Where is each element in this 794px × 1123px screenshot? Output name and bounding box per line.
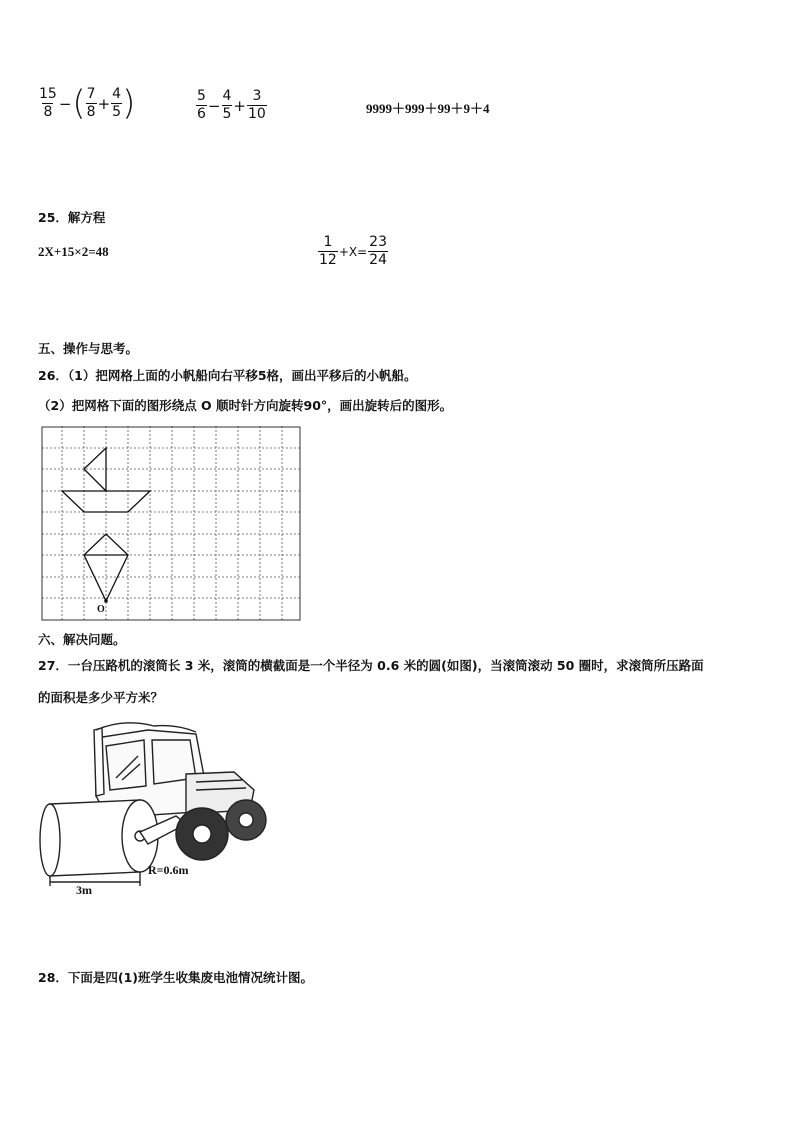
expression-3: 9999＋999＋99＋9＋4	[366, 101, 490, 116]
q27-line-1: 27．一台压路机的滚筒长 3 米，滚筒的横截面是一个半径为 0.6 米的圆(如图)，当滚筒滚动 50 圈时，求滚筒所压路面	[38, 658, 704, 673]
grid-figure	[40, 426, 304, 624]
grid-border	[42, 427, 300, 620]
length-label: 3m	[76, 883, 92, 896]
section-5-heading: 五、操作与思考。	[38, 341, 139, 356]
point-o-label: O	[97, 604, 105, 615]
q25-equation-2: $\frac{1}{12}$ +X= $\frac{23}{24}$	[319, 234, 387, 268]
fraction: $\frac{15}{8}$	[39, 86, 57, 120]
exhaust-pipe	[94, 728, 104, 796]
q26-part-2: （2）把网格下面的图形绕点 O 顺时针方向旋转90°，画出旋转后的图形。	[38, 398, 453, 413]
grid-lines	[42, 426, 300, 620]
q26-part-1: 26．（1）把网格上面的小帆船向右平移5格，画出平移后的小帆船。	[38, 368, 417, 383]
fraction: $\frac{4}{5}$	[112, 86, 122, 120]
fraction: $\frac{1}{12}$	[319, 234, 337, 268]
fraction: $\frac{7}{8}$	[86, 86, 96, 120]
expression-1: $\frac{15}{8}$ −( $\frac{7}{8}$ + $\frac{4}{5}$ )	[39, 83, 136, 124]
q25-title: 25．解方程	[38, 210, 106, 225]
q28-title: 28．下面是四(1)班学生收集废电池情况统计图。	[38, 970, 314, 985]
section-6-heading: 六、解决问题。	[38, 632, 126, 647]
q27-line-2: 的面积是多少平方米？	[38, 690, 164, 705]
q25-equation-1: 2X+15×2=48	[38, 244, 109, 259]
road-roller-illustration	[36, 716, 268, 896]
expression-2: $\frac{5}{6}$ − $\frac{4}{5}$ + $\frac{3}{10}$	[197, 88, 266, 122]
fraction: $\frac{23}{24}$	[369, 234, 387, 268]
fraction: $\frac{3}{10}$	[248, 88, 266, 122]
fraction: $\frac{4}{5}$	[222, 88, 232, 122]
point-o	[104, 599, 108, 603]
fraction: $\frac{5}{6}$	[197, 88, 206, 122]
radius-label: R=0.6m	[148, 863, 189, 877]
